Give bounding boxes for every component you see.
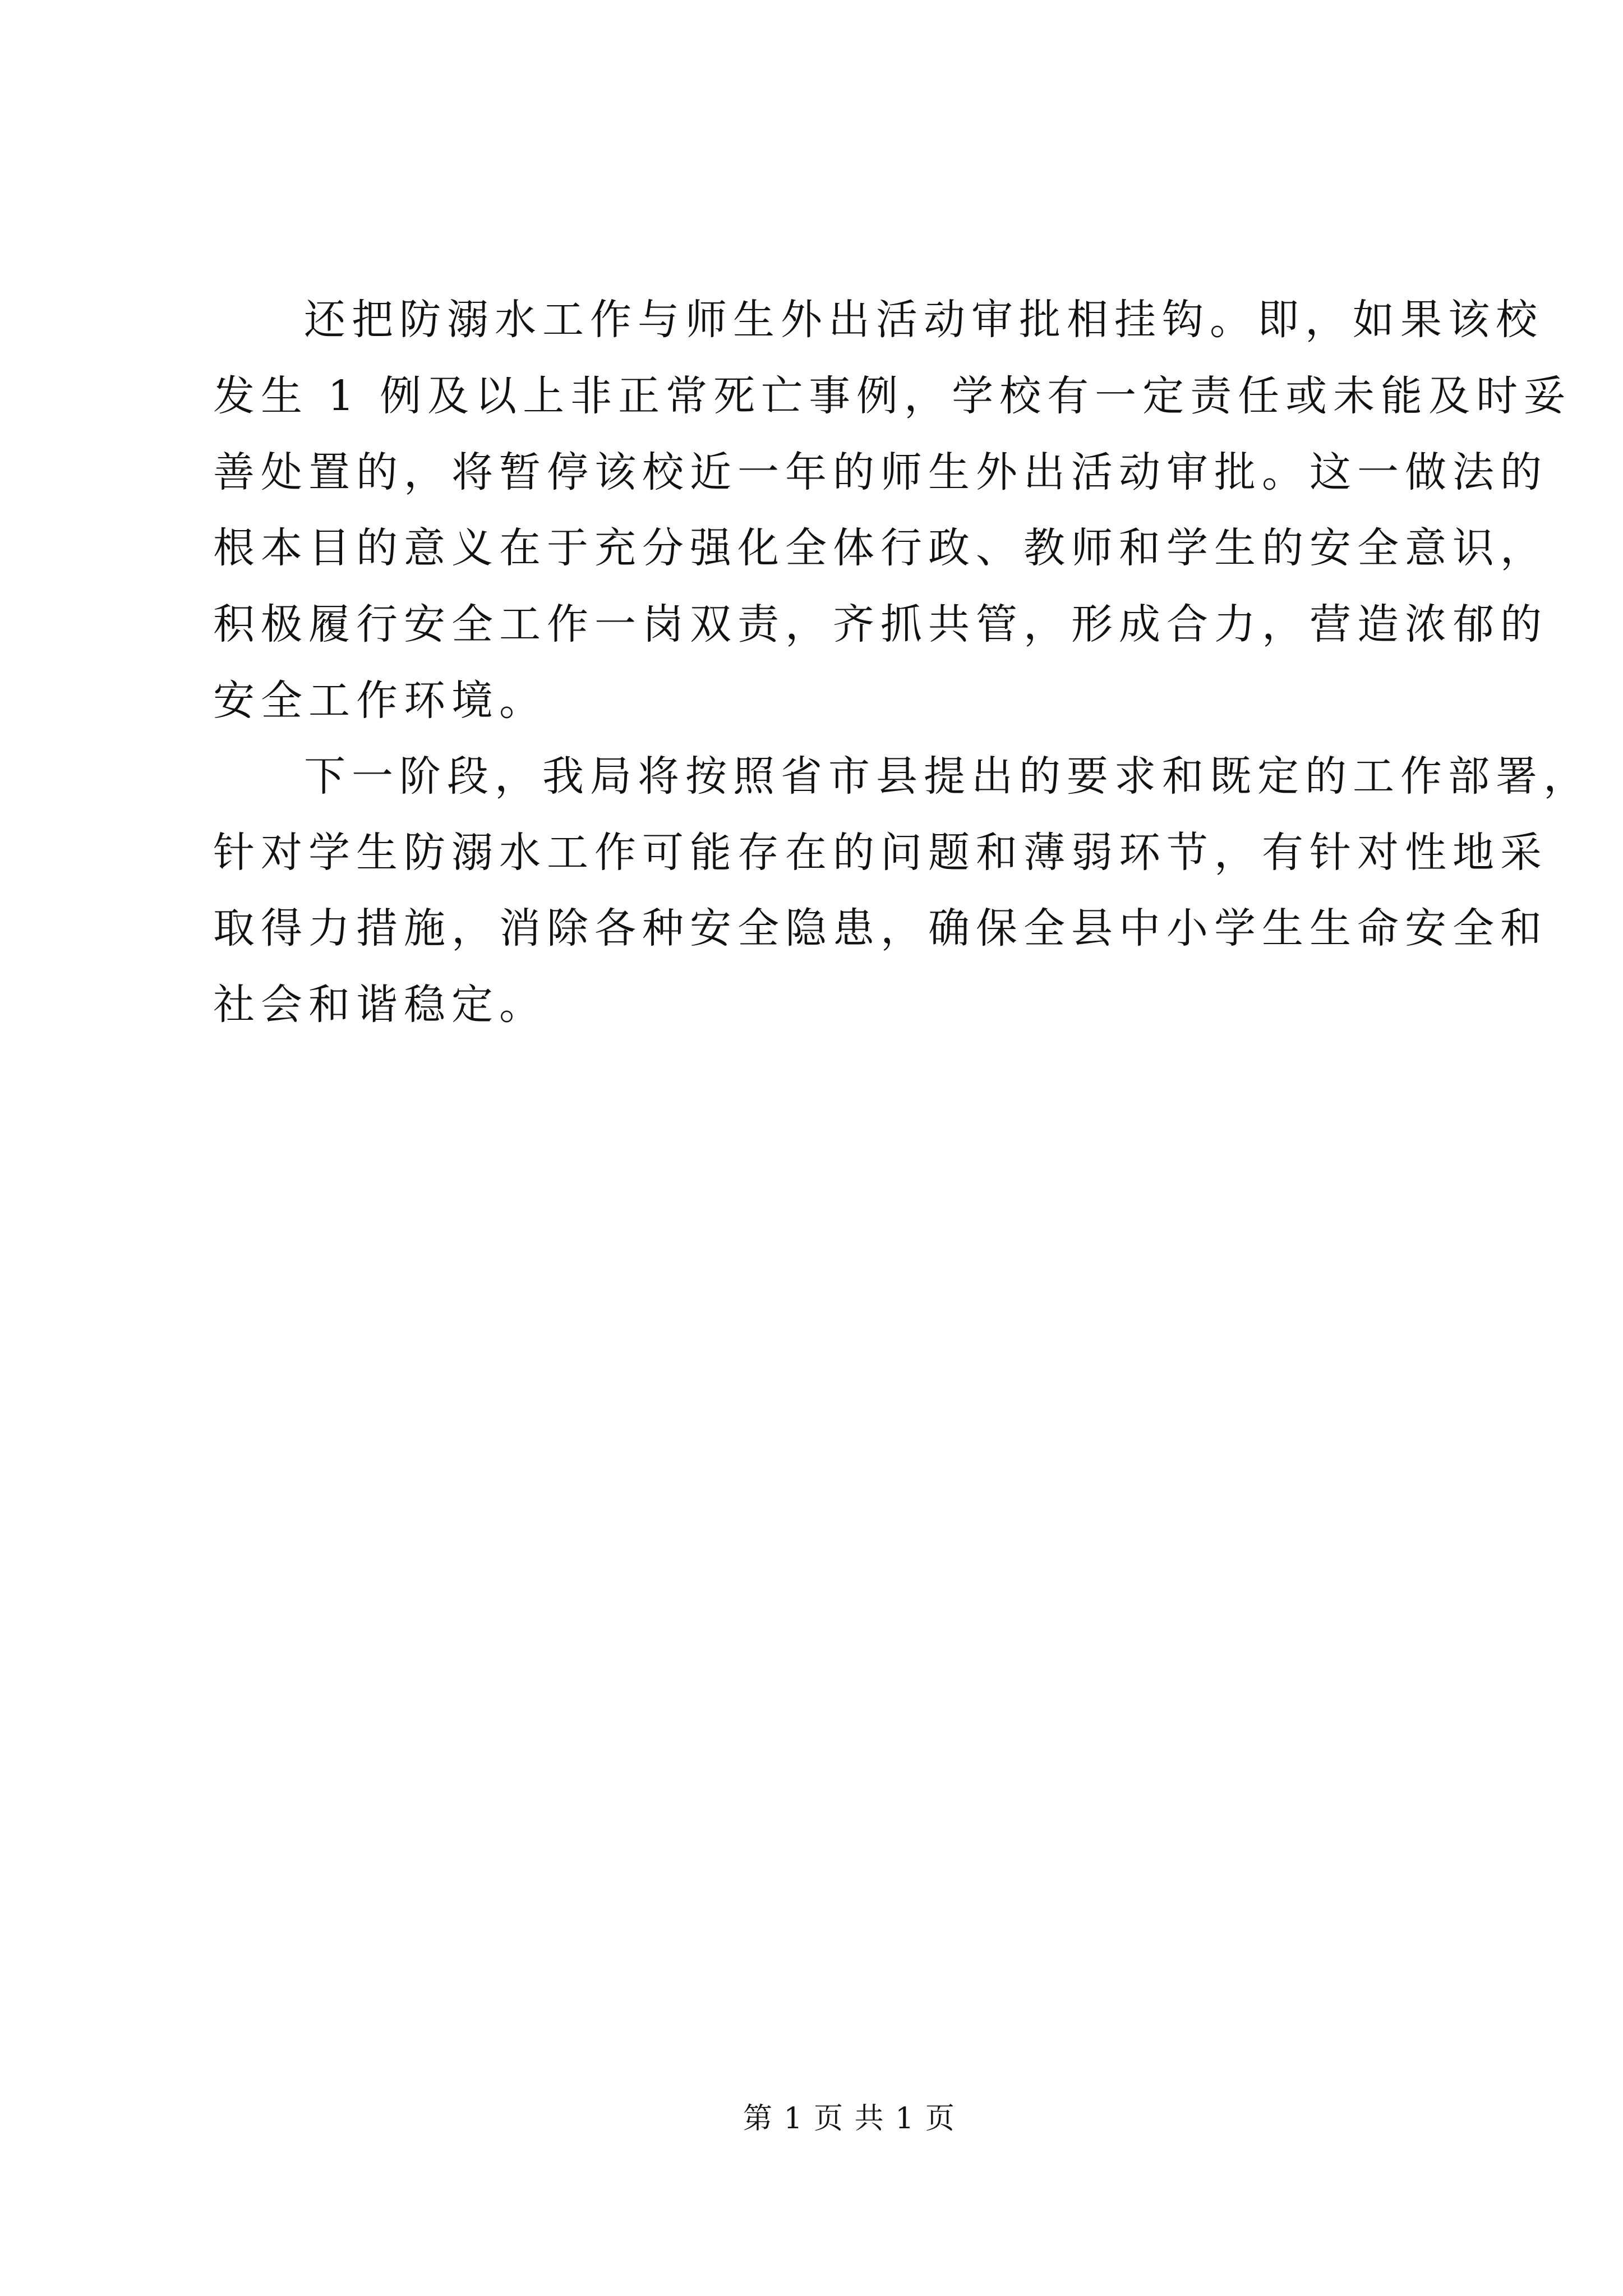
- page-footer: 第 1 页 共 1 页: [743, 2102, 956, 2136]
- paragraph-line: 善处置的，将暂停该校近一年的师生外出活动审批。这一做法的: [213, 448, 1548, 496]
- paragraph-line: 发生 1 例及以上非正常死亡事例，学校有一定责任或未能及时妥: [213, 372, 1572, 420]
- paragraph-line: 下一阶段，我局将按照省市县提出的要求和既定的工作部署，: [304, 752, 1591, 800]
- paragraph-line: 根本目的意义在于充分强化全体行政、教师和学生的安全意识，: [213, 524, 1548, 572]
- paragraph-line: 还把防溺水工作与师生外出活动审批相挂钩。即，如果该校: [304, 296, 1543, 344]
- paragraph-line: 针对学生防溺水工作可能存在的问题和薄弱环节，有针对性地采: [213, 829, 1548, 877]
- paragraph-line: 社会和谐稳定。: [213, 981, 547, 1029]
- paragraph-line: 安全工作环境。: [213, 677, 547, 725]
- paragraph-line: 取得力措施，消除各种安全隐患，确保全县中小学生生命安全和: [213, 904, 1548, 953]
- paragraph-line: 积极履行安全工作一岗双责，齐抓共管，形成合力，营造浓郁的: [213, 600, 1548, 648]
